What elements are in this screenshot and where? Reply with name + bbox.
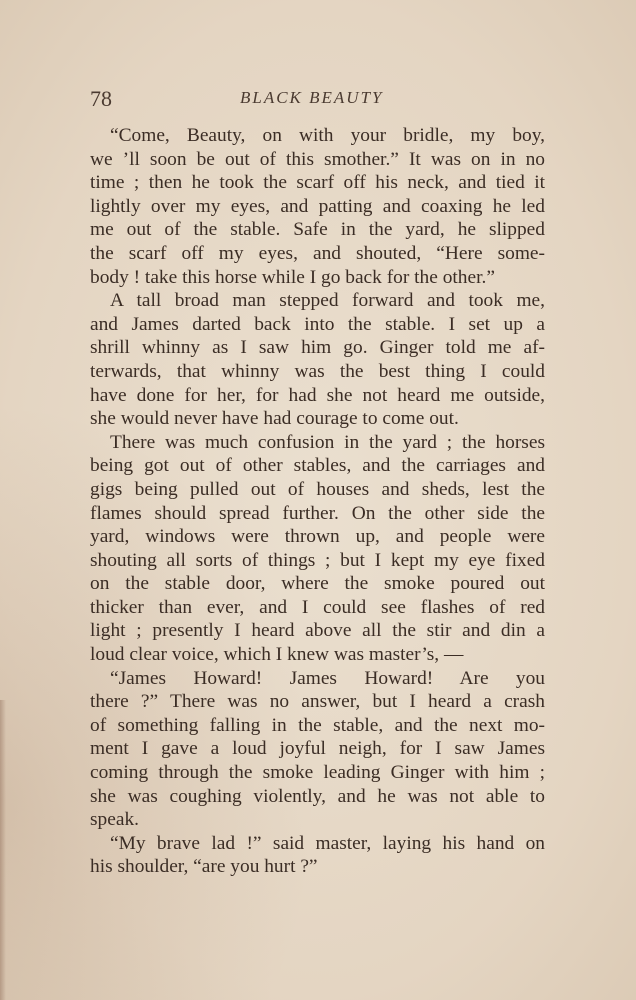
text-line: she was coughing violently, and he was not able to bbox=[90, 785, 545, 807]
text-line: the scarf off my eyes, and shouted, “Here some- bbox=[90, 242, 545, 264]
text-line: coming through the smoke leading Ginger with him ; bbox=[90, 762, 545, 784]
text-line: have done for her, for had she not heard me outside, bbox=[90, 384, 545, 406]
text-line: A tall broad man stepped forward and took me, bbox=[110, 290, 545, 312]
text-line: shouting all sorts of things ; but I kept my eye fixed bbox=[90, 549, 545, 571]
text-line: speak. bbox=[90, 809, 139, 831]
page-edge-stain bbox=[0, 700, 6, 1000]
text-line: shrill whinny as I saw him go. Ginger told me af- bbox=[90, 337, 545, 359]
text-line: “Come, Beauty, on with your bridle, my boy, bbox=[110, 125, 545, 146]
text-line: thicker than ever, and I could see flashes of red bbox=[90, 596, 545, 618]
text-line: “James Howard! James Howard! Are you bbox=[110, 667, 545, 689]
text-line: being got out of other stables, and the carriages and bbox=[90, 455, 545, 477]
text-line: flames should spread further. On the other side the bbox=[90, 502, 545, 524]
text-line: she would never have had courage to come out. bbox=[90, 408, 459, 430]
text-line: There was much confusion in the yard ; the horses bbox=[110, 431, 545, 453]
text-line: terwards, that whinny was the best thing I could bbox=[90, 360, 545, 382]
text-line: on the stable door, where the smoke poured out bbox=[90, 573, 545, 595]
book-title: BLACK BEAUTY bbox=[240, 88, 384, 107]
text-line: me out of the stable. Safe in the yard, he slipped bbox=[90, 219, 545, 241]
text-line: “My brave lad !” said master, laying his hand on bbox=[110, 832, 545, 854]
text-line: body ! take this horse while I go back for the other.” bbox=[90, 266, 495, 288]
text-line: his shoulder, “are you hurt ?” bbox=[90, 856, 318, 878]
page-number: 78 bbox=[90, 86, 112, 111]
text-line: there ?” There was no answer, but I heard a crash bbox=[90, 691, 545, 713]
text-line: ment I gave a loud joyful neigh, for I saw James bbox=[90, 738, 545, 760]
text-line: and James darted back into the stable. I set up a bbox=[90, 313, 545, 335]
text-line: of something falling in the stable, and the next mo- bbox=[90, 714, 545, 736]
text-line: loud clear voice, which I knew was master’s, — bbox=[90, 644, 464, 666]
text-line: we ’ll soon be out of this smother.” It was on in no bbox=[90, 148, 545, 170]
text-line: gigs being pulled out of houses and sheds, lest the bbox=[90, 478, 545, 500]
text-line: lightly over my eyes, and patting and coaxing he led bbox=[90, 195, 545, 217]
text-line: yard, windows were thrown up, and people were bbox=[90, 526, 545, 548]
body-text bbox=[90, 124, 545, 879]
running-head bbox=[90, 86, 545, 112]
text-line: light ; presently I heard above all the stir and din a bbox=[90, 620, 545, 642]
text-line: time ; then he took the scarf off his neck, and tied it bbox=[90, 172, 545, 194]
